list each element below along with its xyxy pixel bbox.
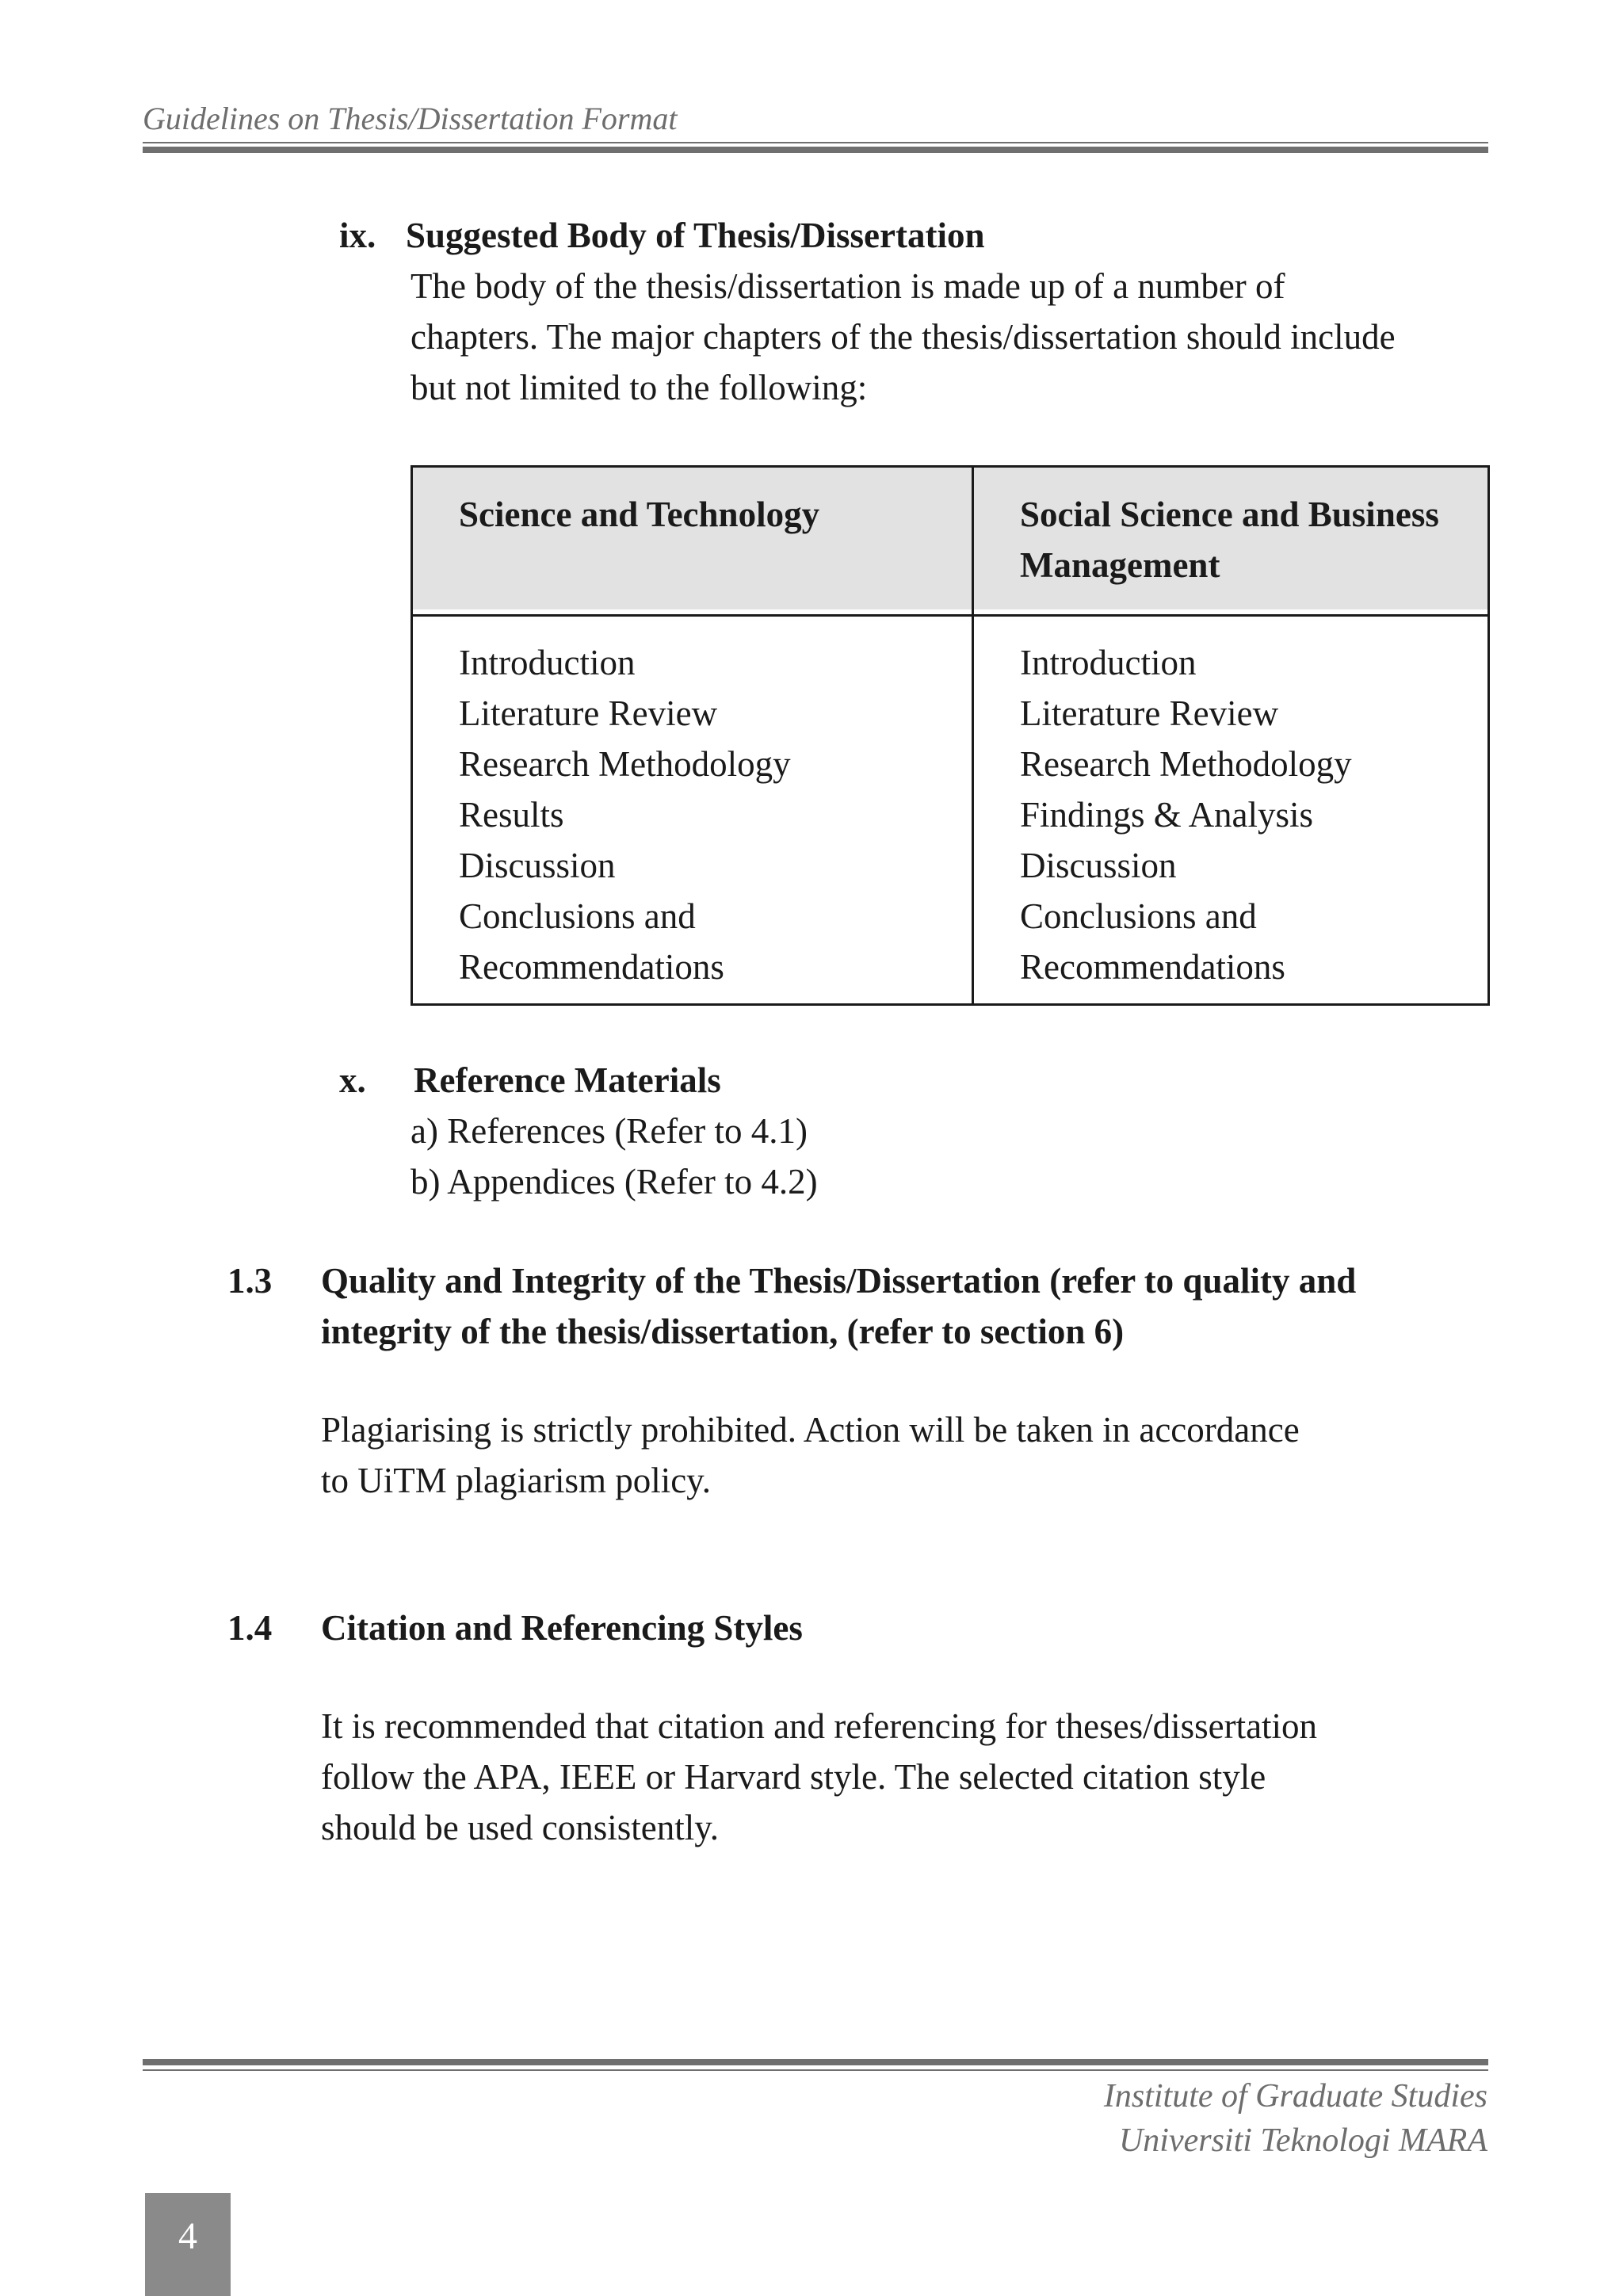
section-1-3-body (321, 1404, 1490, 1506)
body-line: The body of the thesis/dissertation is made up of a number of (411, 266, 1285, 306)
footer-rule-thick (143, 2059, 1488, 2065)
chapters-table (411, 465, 1490, 1006)
institute-name: Institute of Graduate Studies (1103, 2078, 1487, 2115)
body-line: but not limited to the following: (411, 368, 868, 407)
table-header-cell (412, 467, 973, 616)
title-line: integrity of the thesis/dissertation, (refer to section 6) (321, 1312, 1125, 1351)
footer-rule-thin (143, 2069, 1488, 2071)
chapter-item: Conclusions and (1020, 896, 1257, 936)
body-line: to UiTM plagiarism policy. (321, 1461, 712, 1500)
university-name: Universiti Teknologi MARA (1118, 2122, 1487, 2159)
page-number: 4 (178, 2215, 197, 2257)
chapter-item: Literature Review (459, 693, 718, 733)
header-science-technology: Science and Technology (459, 495, 820, 534)
body-line: chapters. The major chapters of the thesis/dissertation should include (411, 317, 1396, 357)
chapter-item: Literature Review (1020, 693, 1279, 733)
footer-institute (1104, 2074, 1487, 2163)
body-line: should be used consistently. (321, 1808, 720, 1847)
section-ix-number: ix. (339, 216, 376, 255)
header-social-science: Social Science and Business Management (1020, 495, 1439, 585)
chapter-item: Discussion (459, 845, 616, 885)
header-rule-thin (143, 142, 1488, 143)
chapter-item: Introduction (459, 642, 636, 682)
section-1-4-body (321, 1701, 1490, 1853)
section-x-title: Reference Materials (414, 1060, 721, 1100)
chapter-item: Research Methodology (1020, 743, 1352, 784)
chapter-item: Research Methodology (459, 743, 791, 784)
chapter-item: Discussion (1020, 845, 1177, 885)
chapter-item: Conclusions and (459, 896, 696, 936)
body-line: Plagiarising is strictly prohibited. Action will be taken in accordance (321, 1410, 1300, 1450)
body-line: follow the APA, IEEE or Harvard style. The selected citation style (321, 1757, 1266, 1797)
chapter-item: Recommendations (459, 946, 724, 987)
body-line: It is recommended that citation and referencing for theses/dissertation (321, 1706, 1318, 1746)
section-1-4-title: Citation and Referencing Styles (321, 1608, 803, 1648)
section-1-3-number: 1.3 (227, 1261, 273, 1301)
chapter-item: Findings & Analysis (1020, 794, 1314, 835)
page-number-box (145, 2193, 231, 2296)
section-1-3-title (321, 1255, 1490, 1357)
section-ix-body (411, 261, 1490, 413)
section-ix-title: Suggested Body of Thesis/Dissertation (406, 216, 985, 255)
appendix-item: b) Appendices (Refer to 4.2) (411, 1162, 818, 1201)
header-rule-thick (143, 147, 1488, 153)
chapter-item: Introduction (1020, 642, 1197, 682)
table-cell-science (412, 615, 973, 1004)
chapter-item: Results (459, 794, 564, 835)
section-1-4-number: 1.4 (227, 1608, 273, 1648)
running-header: Guidelines on Thesis/Dissertation Format (143, 101, 678, 136)
table-cell-social-science (973, 615, 1489, 1004)
table-header-cell (973, 467, 1489, 616)
title-line: Quality and Integrity of the Thesis/Dissertation (refer to quality and (321, 1261, 1357, 1301)
section-x-number: x. (339, 1060, 366, 1100)
reference-item: a) References (Refer to 4.1) (411, 1111, 808, 1151)
chapter-item: Recommendations (1020, 946, 1285, 987)
